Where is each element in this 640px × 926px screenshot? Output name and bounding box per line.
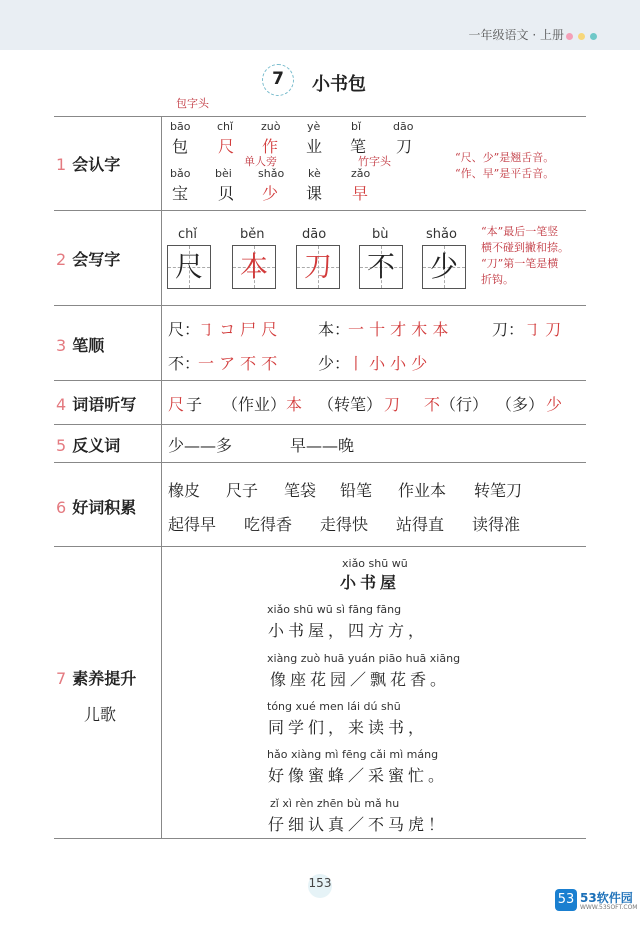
- divider: [54, 546, 586, 547]
- note-bi-radical: 竹字头: [358, 155, 391, 168]
- page-number: 153: [304, 876, 336, 898]
- note-zuo-radical: 单人旁: [244, 155, 277, 168]
- note-write-3: “刀”第一笔是横: [481, 257, 559, 270]
- dot-teal: [590, 33, 597, 40]
- section-4: 4 词语听写: [56, 395, 137, 414]
- logo-text: 53软件园: [580, 891, 633, 905]
- note-write-2: 横不碰到撇和捺。: [481, 241, 569, 254]
- write-box: 尺: [167, 245, 211, 289]
- note-tongue-1: “尺、少”是翘舌音。: [455, 151, 555, 164]
- section-6: 6 好词积累: [56, 498, 137, 517]
- logo-icon: 53: [555, 889, 577, 911]
- divider: [54, 380, 586, 381]
- divider: [54, 305, 586, 306]
- lesson-number: 7: [262, 64, 294, 96]
- dot-yellow: [578, 33, 585, 40]
- write-box: 不: [359, 245, 403, 289]
- section-2: 2 会写字: [56, 250, 121, 269]
- site-logo: [555, 889, 638, 913]
- column-divider: [161, 116, 162, 838]
- section-1: 1 会认字: [56, 155, 121, 174]
- write-box: 少: [422, 245, 466, 289]
- divider: [54, 210, 586, 211]
- divider: [54, 838, 586, 839]
- section-3: 3 笔顺: [56, 336, 105, 355]
- note-tongue-2: “作、早”是平舌音。: [455, 167, 555, 180]
- lesson-title: 小书包: [312, 74, 366, 95]
- section-7-sub: 儿歌: [84, 705, 117, 724]
- note-write-4: 折钩。: [481, 273, 514, 286]
- poem-title: 小书屋: [340, 573, 401, 592]
- dot-pink: [566, 33, 573, 40]
- section-5: 5 反义词: [56, 436, 121, 455]
- divider: [54, 424, 586, 425]
- write-box: 本: [232, 245, 276, 289]
- section-7: 7 素养提升: [56, 669, 137, 688]
- write-box: 刀: [296, 245, 340, 289]
- note-write-1: “本”最后一笔竖: [481, 225, 559, 238]
- poem-title-pinyin: xiǎo shū wū: [342, 557, 408, 570]
- divider: [54, 116, 586, 117]
- book-label: 一年级语文 · 上册: [468, 28, 564, 42]
- logo-subtext: WWW.53SOFT.COM: [580, 904, 638, 911]
- divider: [54, 462, 586, 463]
- note-bao-radical: 包字头: [176, 97, 209, 110]
